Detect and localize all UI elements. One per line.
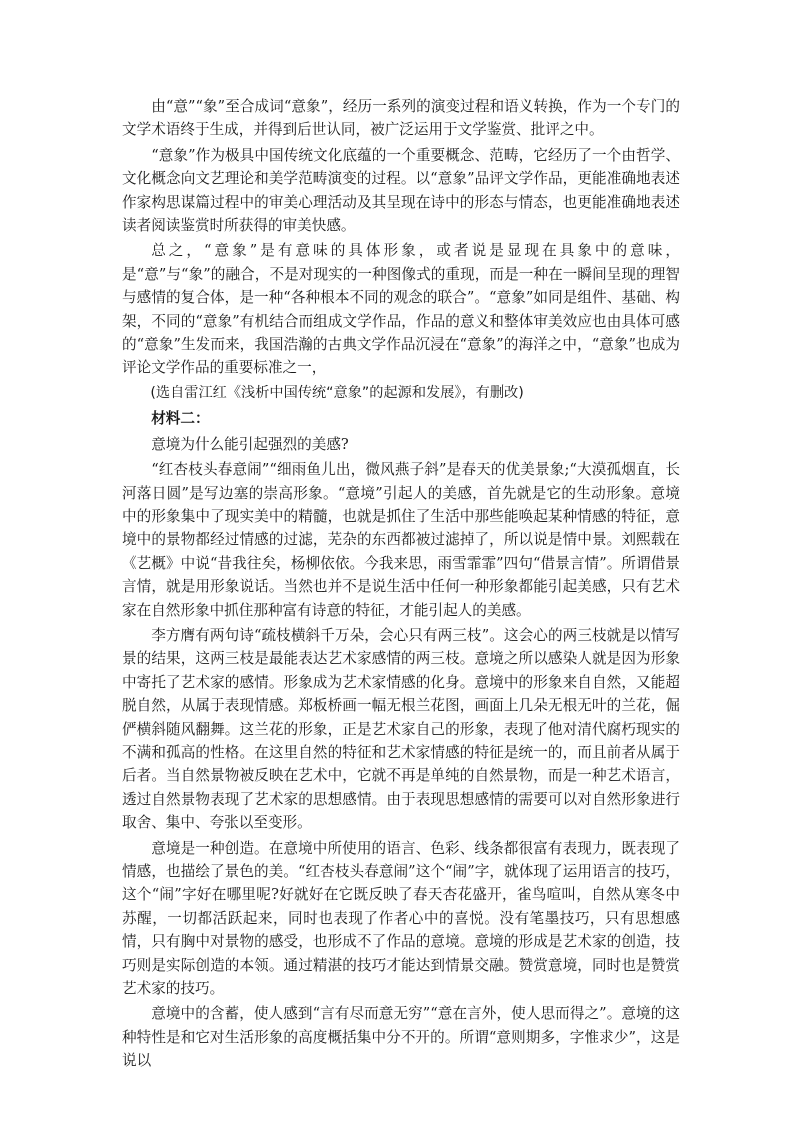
document-page — [122, 95, 680, 1075]
paragraph-yijing-creation: 意境是一种创造。在意境中所使用的语言、色彩、线条都很富有表现力，既表现了情感，也描绘了景色的美。“红杏枝头春意闹”这个“闹”字，就体现了运用语言的技巧，这个“闹”字好在哪里呢?好就好在它既反映了春天杏花盛开，雀鸟喧叫，自然从寒冬中苏醒，一切都活跃起来，同时也表现了作者心中的喜悦。没有笔墨技巧，只有思想感情，只有胸中对景物的感受，也形成不了作品的意境。意境的形成是艺术家的创造，技巧则是实际创造的本领。通过精湛的技巧才能达到情景交融。赞赏意境，同时也是赞赏艺术家的技巧。 — [122, 839, 680, 998]
paragraph-yijing-image: “红杏枝头春意闹”“细雨鱼儿出，微风燕子斜”是春天的优美景象;“大漠孤烟直，长河落日圆”是写边塞的崇高形象。“意境”引起人的美感，首先就是它的生动形象。意境中的形象集中了现实美中的精髓，也就是抓住了生活中那些能唤起某种情感的特征，意境中的景物都经过情感的过滤，芜杂的东西都被过滤掉了，所以说是情中景。刘熙载在《艺概》中说“昔我往矣，杨柳依依。今我来思，雨雪霏霏”四句“借景言情”。所谓借景言情，就是用形象说话。当然也并不是说生活中任何一种形象都能引起美感，只有艺术家在自然形象中抓住那种富有诗意的特征，才能引起人的美感。 — [122, 461, 680, 619]
paragraph-yijing-implicit: 意境中的含蓄，使人感到“言有尽而意无穷”“意在言外，使人思而得之”。意境的这种特性是和它对生活形象的高度概括集中分不开的。所谓“意则期多，字惟求少”，这是说以 — [122, 1005, 680, 1070]
material-two-heading: 材料二： — [151, 410, 210, 428]
paragraph-yixiang-origin: 由“意”“象”至合成词“意象”，经历一系列的演变过程和语义转换，作为一个专门的文学术语终于生成，并得到后世认同，被广泛运用于文学鉴赏、批评之中。 — [122, 98, 680, 139]
paragraph-yixiang-summary: 总之，“意象”是有意味的具体形象，或者说是显现在具象中的意味，是“意”与“象”的融合，不是对现实的一种图像式的重现，而是一种在一瞬间呈现的理智与感情的复合体，是一种“各种根本不同的观念的联合”。“意象”如同是组件、基础、构架，不同的“意象”有机结合而组成文学作品，作品的意义和整体审美效应也由具体可感的“意象”生发而来，我国浩瀚的古典文学作品沉浸在“意象”的海洋之中，“意象”也成为评论文学作品的重要标准之一， — [122, 242, 680, 377]
source-citation: (选自雷江红《浅析中国传统“意象”的起源和发展》，有删改) — [150, 384, 524, 401]
paragraph-yijing-emotion: 李方膺有两句诗“疏枝横斜千万朵，会心只有两三枝”。这会心的两三枝就是以情写景的结果，这两三枝是最能表达艺术家感情的两三枝。意境之所以感染人就是因为形象中寄托了艺术家的感情。形象成为艺术家情感的化身。意境中的形象来自自然，又能超脱自然，从属于表现情感。郑板桥画一幅无根兰花图，画面上几朵无根无叶的兰花，倔俨横斜随风翻舞。这兰花的形象，正是艺术家自己的形象，表现了他对清代腐朽现实的不满和孤高的性格。在这里自然的特征和艺术家情感的特征是统一的，而且前者从属于后者。当自然景物被反映在艺术中，它就不再是单纯的自然景物，而是一种艺术语言，透过自然景物表现了艺术家的思想感情。由于表现思想感情的需要可以对自然形象进行取舍、集中、夸张以至变形。 — [122, 626, 680, 832]
paragraph-yixiang-concept: “意象”作为极具中国传统文化底蕴的一个重要概念、范畴，它经历了一个由哲学、文化概念向文艺理论和美学范畴演变的过程。以“意象”品评文学作品，更能准确地表述作家构思谋篇过程中的审美心理活动及其呈现在诗中的形态与情态，也更能准确地表述读者阅读鉴赏时所获得的审美快感。 — [122, 146, 680, 235]
material-two-question: 意境为什么能引起强烈的美感? — [151, 435, 349, 453]
